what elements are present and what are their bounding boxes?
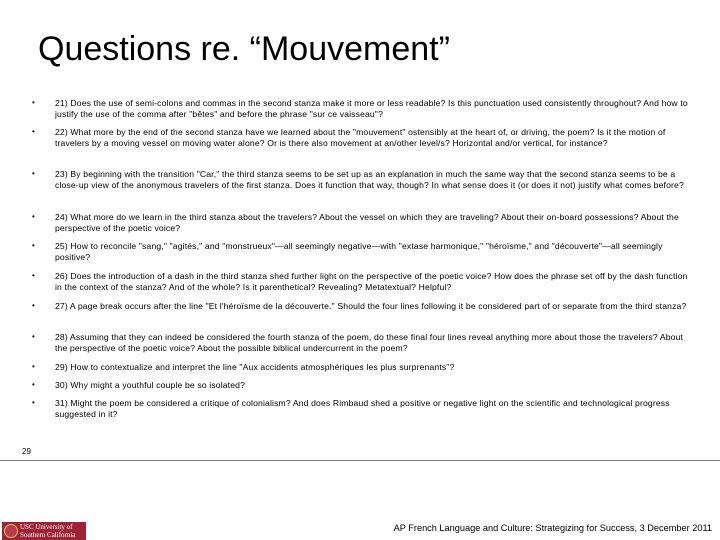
bullet-icon: • <box>32 380 35 389</box>
logo-line-1: USC University of <box>20 523 73 531</box>
question-item-24 <box>32 212 702 233</box>
footer-divider <box>0 460 720 461</box>
bullet-icon: • <box>32 98 35 107</box>
bullet-icon: • <box>32 169 35 178</box>
question-text: 24) What more do we learn in the third stanza about the travelers? About the vessel on which they are traveling? About their on-board possessions? About the perspective of the poetic voice? <box>55 212 679 233</box>
question-text: 22) What more by the end of the second stanza have we learned about the "mouvement" ostensibly at the heart of, or driving, the poem? Is it the motion of travelers by a moving vessel on moving water alone? Or is there also movement at an/other level/s? Horizontal and/or vertical, for instance? <box>55 127 666 148</box>
usc-logo <box>2 522 86 540</box>
question-item-30 <box>32 380 702 391</box>
slide-title: Questions re. “Mouvement” <box>38 30 450 68</box>
question-item-31 <box>32 398 702 419</box>
seal-icon <box>4 524 18 538</box>
bullet-icon: • <box>32 241 35 250</box>
question-item-22 <box>32 127 702 148</box>
bullet-icon: • <box>32 212 35 221</box>
question-text: 31) Might the poem be considered a critique of colonialism? And does Rimbaud shed a positive or negative light on the scientific and technological progress suggested in it? <box>55 398 670 419</box>
footer-text: AP French Language and Culture: Strategizing for Success, 3 December 2011 <box>393 523 712 533</box>
bullet-icon: • <box>32 127 35 136</box>
question-text: 27) A page break occurs after the line "Et l'héroïsme de la découverte." Should the four lines following it be considered part of or separate from the third stanza? <box>55 301 687 311</box>
question-item-28 <box>32 332 702 353</box>
question-text: 30) Why might a youthful couple be so isolated? <box>55 380 246 390</box>
logo-line-2: Southern California <box>20 531 76 539</box>
question-item-21 <box>32 98 702 119</box>
question-item-23 <box>32 169 702 190</box>
bullet-icon: • <box>32 271 35 280</box>
question-text: 21) Does the use of semi-colons and commas in the second stanza make it more or less readable? Is this punctuation used consistently throughout? And how to justify the use of the comma after "bêtes" and before the phrase "sur ce vaisseau"? <box>55 98 688 119</box>
question-text: 25) How to reconcile "sang," "agités," and "monstrueux"—all seemingly negative—with "extase harmonique," "héroïsme," and "découverte"—all seemingly positive? <box>55 241 663 262</box>
bullet-icon: • <box>32 301 35 310</box>
question-item-26 <box>32 271 702 292</box>
bullet-icon: • <box>32 362 35 371</box>
question-item-27 <box>32 301 702 312</box>
question-text: 29) How to contextualize and interpret the line "Aux accidents atmosphériques les plus surprenants"? <box>55 362 455 372</box>
question-text: 28) Assuming that they can indeed be considered the fourth stanza of the poem, do these final four lines reveal anything more about those the travelers? About the perspective of the poetic voice? About the possible biblical undercurrent in the poem? <box>55 332 684 353</box>
question-item-29 <box>32 362 702 373</box>
question-item-25 <box>32 241 702 262</box>
bullet-icon: • <box>32 398 35 407</box>
question-text: 26) Does the introduction of a dash in the third stanza shed further light on the perspective of the poetic voice? How does the phrase set off by the dash function in the context of the stanza? And of the whole? Is it parenthetical? Revealing? Metatextual? Helpful? <box>55 271 688 292</box>
page-number: 29 <box>22 447 31 456</box>
question-text: 23) By beginning with the transition "Car," the third stanza seems to be set up as an explanation in much the same way that the second stanza seems to be a close-up view of the anonymous travelers of the first stanza. Does it function that way, though? In what sense does it (or does it not) justify what comes before? <box>55 169 684 190</box>
bullet-icon: • <box>32 332 35 341</box>
